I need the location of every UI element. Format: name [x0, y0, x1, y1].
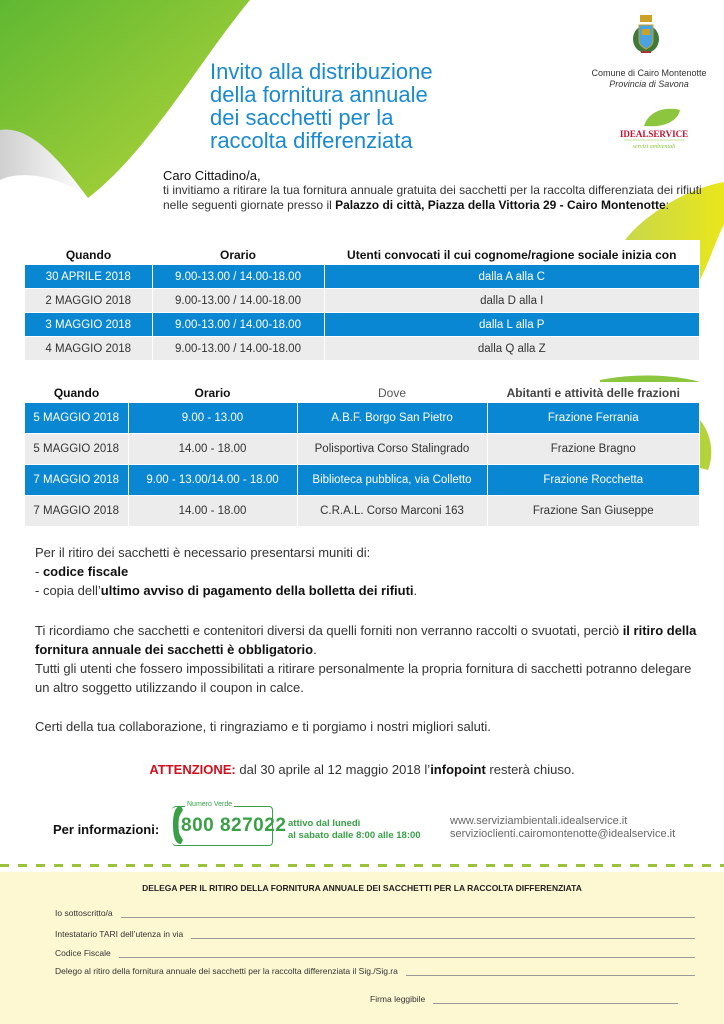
cell-date: 5 MAGGIO 2018 — [25, 403, 128, 434]
column-header: Quando — [53, 386, 100, 400]
table-row — [25, 289, 700, 313]
cell-date: 4 MAGGIO 2018 — [25, 337, 152, 361]
column-header: Orario — [219, 248, 256, 262]
punctuation: . — [313, 642, 317, 657]
requirements-text — [35, 543, 705, 600]
table-row — [25, 465, 700, 496]
table-row — [25, 313, 700, 337]
hours-line: attivo dal lunedì — [288, 818, 361, 829]
bullet-prefix: - — [35, 564, 43, 579]
column-header: Abitanti e attività delle frazioni — [506, 386, 680, 400]
cell-time: 9.00 - 13.00 — [128, 403, 297, 434]
cell-place: C.R.A.L. Corso Marconi 163 — [297, 496, 487, 527]
table-row — [25, 337, 700, 361]
info-label: Per informazioni: — [53, 822, 160, 837]
cell-frazione: Frazione Bragno — [487, 434, 700, 465]
cell-time: 9.00-13.00 / 14.00-18.00 — [152, 313, 324, 337]
cell-date: 30 APRILE 2018 — [25, 265, 152, 289]
cut-line — [0, 864, 724, 867]
field-line[interactable] — [191, 930, 695, 939]
intro-body: ti invitiamo a ritirare la tua fornitura annuale gratuita dei sacchetti per la raccolta differenziata dei rifiuti nelle seguenti giornate presso il — [163, 183, 702, 212]
closing-text: Certi della tua collaborazione, ti ringraziamo e ti porgiamo i nostri migliori saluti. — [35, 719, 491, 734]
field-line[interactable] — [121, 909, 695, 918]
cell-time: 14.00 - 18.00 — [128, 434, 297, 465]
column-header: Quando — [65, 248, 112, 262]
field-label: Codice Fiscale — [55, 948, 111, 958]
cell-date: 7 MAGGIO 2018 — [25, 465, 128, 496]
field-sottoscritto[interactable] — [55, 908, 695, 918]
signature-label: Firma leggibile — [370, 994, 426, 1004]
cell-frazione: Frazione Rocchetta — [487, 465, 700, 496]
column-header: Dove — [377, 386, 406, 400]
column-header: Orario — [194, 386, 231, 400]
hours-line: al sabato dalle 8:00 alle 18:00 — [288, 830, 421, 841]
cell-date: 3 MAGGIO 2018 — [25, 313, 152, 337]
column-header: Utenti convocati il cui cognome/ragione sociale inizia con — [347, 248, 677, 262]
bullet-prefix: - copia dell’ — [35, 583, 101, 598]
requirement-item: ultimo avviso di pagamento della bolletta dei rifiuti — [100, 583, 414, 598]
reminder-body: Ti ricordiamo che sacchetti e contenitori diversi da quelli forniti non verranno raccolti o svuotati, perciò — [35, 623, 623, 638]
title-line: dei sacchetti per la — [210, 105, 394, 130]
requirement-item: codice fiscale — [42, 564, 129, 579]
punctuation: . — [413, 583, 418, 598]
requirements-lead: Per il ritiro dei sacchetti è necessario presentarsi muniti di: — [35, 545, 371, 560]
cell-time: 9.00-13.00 / 14.00-18.00 — [152, 289, 324, 313]
cell-range: dalla L alla P — [324, 313, 700, 337]
table-row — [25, 496, 700, 527]
field-line[interactable] — [406, 967, 695, 976]
field-line[interactable] — [119, 949, 695, 958]
field-delegato[interactable] — [55, 966, 695, 976]
comune-label — [590, 68, 708, 90]
cell-place: Biblioteca pubblica, via Colletto — [297, 465, 487, 496]
coat-of-arms-icon — [632, 15, 660, 57]
intro-text: Caro Cittadino/a, ti invitiamo a ritirare la tua fornitura annuale gratuita dei sacchetti per la raccolta differenziata dei rifiuti nelle seguenti giornate presso il Palazzo di città, Piazza della Vittoria 29 - Cairo Montenotte: — [163, 168, 702, 212]
green-leaf-mid — [600, 376, 700, 382]
ideal-logo-sub: servizi ambientali — [632, 144, 676, 150]
schedule-table-frazioni — [25, 383, 700, 527]
reminder-bold: il ritiro della fornitura annuale dei sacchetti è obbligatorio — [35, 623, 697, 657]
cell-time: 14.00 - 18.00 — [128, 496, 297, 527]
cell-range: dalla Q alla Z — [324, 337, 700, 361]
cell-time: 9.00 - 13.00/14.00 - 18.00 — [128, 465, 297, 496]
email-link[interactable]: servizioclienti.cairomontenotte@idealservice.it — [450, 828, 676, 840]
page-title — [210, 60, 550, 152]
cell-frazione: Frazione San Giuseppe — [487, 496, 700, 527]
phone-hours — [288, 818, 421, 842]
ideal-logo-text: IDEALSERVICE — [619, 129, 689, 139]
title-line: raccolta differenziata — [210, 128, 413, 153]
cell-time: 9.00-13.00 / 14.00-18.00 — [152, 337, 324, 361]
web-contacts — [450, 815, 675, 841]
idealservice-logo — [614, 104, 694, 154]
delegate-text: Tutti gli utenti che fossero impossibilitati a ritirare personalmente la propria fornitura di sacchetti potranno delegare un altro soggetto utilizzando il coupon in calce. — [35, 661, 692, 695]
title-line: della fornitura annuale — [210, 82, 428, 107]
cell-date: 7 MAGGIO 2018 — [25, 496, 128, 527]
cell-date: 5 MAGGIO 2018 — [25, 434, 128, 465]
numero-verde-label: Numero Verde — [187, 801, 233, 808]
table-row — [25, 403, 700, 434]
coupon-title: DELEGA PER IL RITIRO DELLA FORNITURA ANNUALE DEI SACCHETTI PER LA RACCOLTA DIFFERENZIATA — [142, 883, 582, 893]
cell-time: 9.00-13.00 / 14.00-18.00 — [152, 265, 324, 289]
signature-line[interactable] — [433, 995, 678, 1004]
attention-bold: infopoint — [430, 762, 486, 777]
cell-range: dalla A alla C — [324, 265, 700, 289]
intro-end: : — [665, 198, 669, 212]
cell-place: Polisportiva Corso Stalingrado — [297, 434, 487, 465]
cell-range: dalla D alla I — [324, 289, 700, 313]
field-codice-fiscale[interactable] — [55, 948, 695, 958]
attention-notice — [0, 762, 724, 777]
attention-label: ATTENZIONE: — [149, 762, 236, 777]
website-link[interactable]: www.serviziambientali.idealservice.it — [450, 815, 628, 827]
intro-location: Palazzo di città, Piazza della Vittoria 29 - Cairo Montenotte — [335, 198, 666, 212]
green-leaf-side — [700, 420, 711, 470]
provincia-name: Provincia di Savona — [609, 79, 689, 89]
attention-text: dal 30 aprile al 12 maggio 2018 l’ — [235, 762, 431, 777]
title-line: Invito alla distribuzione — [210, 59, 433, 84]
cell-frazione: Frazione Ferrania — [487, 403, 700, 434]
cell-place: A.B.F. Borgo San Pietro — [297, 403, 487, 434]
salutation: Caro Cittadino/a — [163, 168, 257, 183]
attention-end: resterà chiuso. — [485, 762, 575, 777]
field-label: Delego al ritiro della fornitura annuale dei sacchetti per la raccolta differenziata il Sig./Sig.ra — [55, 966, 398, 976]
comune-name: Comune di Cairo Montenotte — [591, 68, 707, 78]
reminder-text — [35, 621, 705, 697]
cell-date: 2 MAGGIO 2018 — [25, 289, 152, 313]
field-label: Intestatario TARI dell’utenza in via — [55, 929, 184, 939]
table-row — [25, 265, 700, 289]
table-row — [25, 434, 700, 465]
field-firma[interactable] — [370, 994, 695, 1004]
schedule-table-main — [25, 245, 700, 361]
field-intestatario[interactable] — [55, 929, 695, 939]
field-label: Io sottoscritto/a — [55, 908, 113, 918]
phone-number[interactable]: 800 827022 — [181, 815, 287, 836]
